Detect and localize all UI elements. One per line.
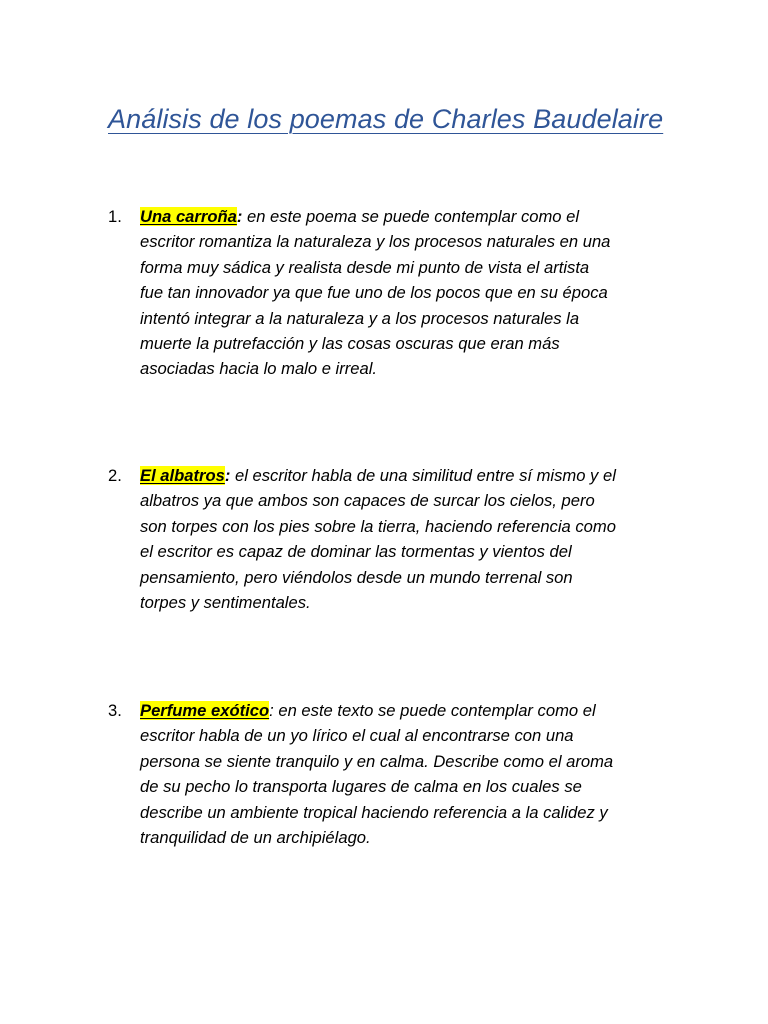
list-item: [108, 204, 688, 382]
highlighted-term: Una carroña: [140, 207, 237, 226]
text-line: el escritor es capaz de dominar las tormentas y vientos del: [140, 542, 572, 562]
text-line: asociadas hacia lo malo e irreal.: [140, 359, 378, 379]
text-line: escritor romantiza la naturaleza y los procesos naturales en una: [140, 232, 611, 252]
text-line: [140, 204, 688, 229]
list-item-number: 3.: [108, 701, 122, 720]
text-line: [140, 698, 688, 723]
text-fragment: en este poema se puede contemplar como el: [242, 207, 580, 226]
text-line: forma muy sádica y realista desde mi punto de vista el artista: [140, 257, 590, 277]
text-line: tranquilidad de un archipiélago.: [140, 828, 371, 848]
text-line: albatros ya que ambos son capaces de surcar los cielos, pero: [140, 491, 595, 511]
term-colon: :: [269, 701, 274, 720]
text-line: intentó integrar a la naturaleza y a los procesos naturales la: [140, 308, 580, 328]
page-title: Análisis de los poemas de Charles Baudelaire: [108, 104, 664, 134]
list-item-number: 2.: [108, 466, 122, 485]
list-item-text: [140, 698, 688, 850]
list-item: [108, 463, 688, 615]
term-colon: :: [236, 207, 243, 226]
list-item-text: [140, 463, 688, 615]
text-line: persona se siente tranquilo y en calma. Describe como el aroma: [140, 751, 614, 771]
text-line: [140, 463, 688, 488]
text-line: torpes y sentimentales.: [140, 593, 311, 613]
text-line: son torpes con los pies sobre la tierra, haciendo referencia como: [140, 516, 616, 536]
term-colon: :: [224, 466, 231, 485]
text-fragment: en este texto se puede contemplar como el: [273, 701, 596, 720]
text-line: pensamiento, pero viéndolos desde un mundo terrenal son: [140, 567, 573, 587]
text-line: describe un ambiente tropical haciendo referencia a la calidez y: [140, 802, 608, 822]
text-fragment: el escritor habla de una similitud entre sí mismo y el: [230, 466, 616, 485]
text-line: de su pecho lo transporta lugares de calma en los cuales se: [140, 777, 582, 797]
highlighted-term: El albatros: [140, 466, 225, 485]
highlighted-term: Perfume exótico: [140, 701, 270, 720]
text-line: escritor habla de un yo lírico el cual al encontrarse con una: [140, 726, 574, 746]
text-line: fue tan innovador ya que fue uno de los pocos que en su época: [140, 283, 608, 303]
list-item-number: 1.: [108, 207, 122, 226]
list-item-text: [140, 204, 688, 382]
list-item: [108, 698, 688, 850]
text-line: muerte la putrefacción y las cosas oscuras que eran más: [140, 334, 560, 354]
